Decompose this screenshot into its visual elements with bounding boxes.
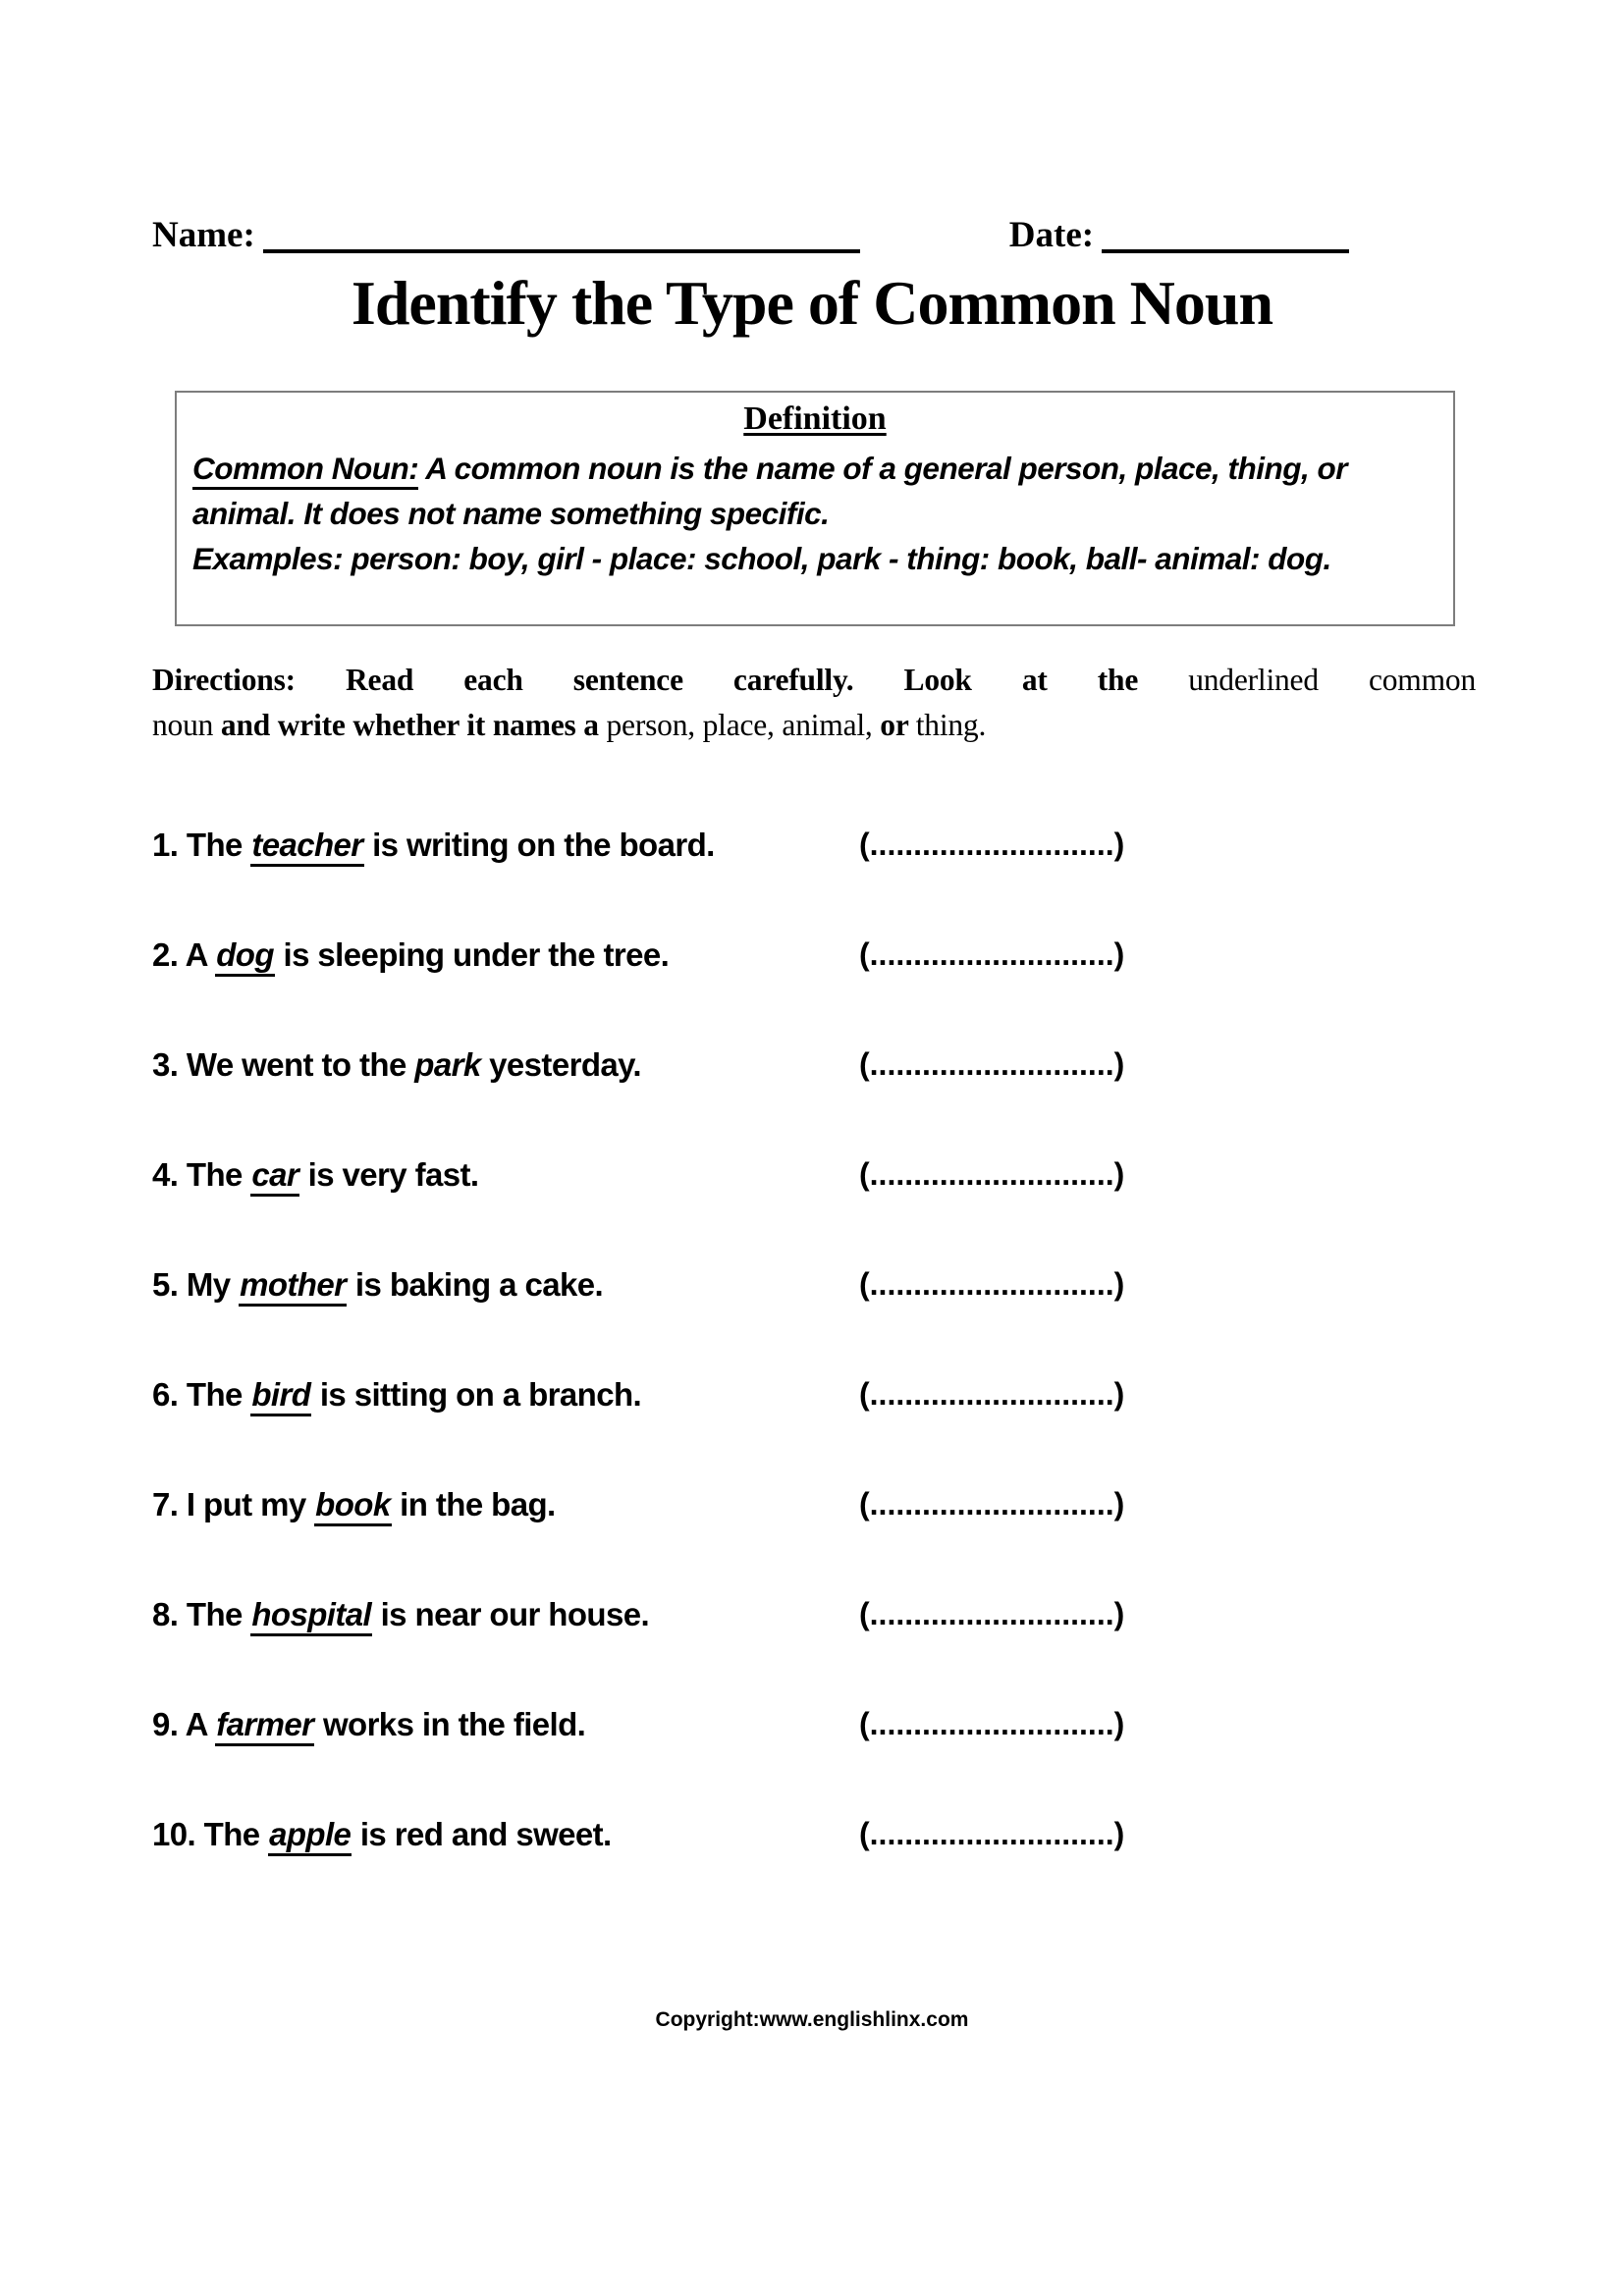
header-row xyxy=(152,216,1419,253)
underlined-noun: farmer xyxy=(215,1708,314,1746)
item-number: 9. xyxy=(152,1706,186,1742)
item-number: 2. xyxy=(152,936,186,973)
answer-blank[interactable]: (............................) xyxy=(859,1816,1125,1851)
name-field-line[interactable] xyxy=(263,216,860,253)
item-text-pre: The xyxy=(203,1816,269,1852)
item-text-pre: The xyxy=(186,827,251,863)
worksheet-item xyxy=(152,1156,1476,1200)
answer-blank[interactable]: (............................) xyxy=(859,1596,1125,1631)
worksheet-item xyxy=(152,1266,1476,1309)
definition-body xyxy=(192,446,1437,536)
answer-blank[interactable]: (............................) xyxy=(859,1486,1125,1522)
worksheet-item xyxy=(152,827,1476,870)
item-number: 3. xyxy=(152,1046,187,1083)
answer-blank[interactable]: (............................) xyxy=(859,936,1125,972)
item-text-pre: I put my xyxy=(186,1486,315,1522)
underlined-noun: book xyxy=(314,1488,391,1526)
definition-box xyxy=(175,391,1455,626)
worksheet-item xyxy=(152,936,1476,980)
worksheet-item xyxy=(152,1046,1476,1090)
underlined-noun: apple xyxy=(268,1818,352,1856)
item-number: 10. xyxy=(152,1816,204,1852)
item-text-post: yesterday. xyxy=(480,1046,642,1083)
item-text-post: is writing on the board. xyxy=(363,827,715,863)
directions-line xyxy=(152,658,1476,703)
item-text-pre: The xyxy=(186,1596,251,1632)
definition-heading: Definition xyxy=(743,400,887,437)
item-sentence xyxy=(152,936,669,973)
directions-line xyxy=(152,703,1476,748)
directions-text-segment: underlined common xyxy=(1188,663,1476,697)
item-text-post: is sleeping under the tree. xyxy=(274,936,670,973)
directions-text-segment: Directions: Read each sentence carefully. Look at the xyxy=(152,663,1189,697)
item-text-pre: A xyxy=(185,936,216,973)
item-number: 6. xyxy=(152,1376,187,1413)
item-sentence xyxy=(152,1156,478,1193)
directions xyxy=(152,658,1476,748)
answer-blank[interactable]: (............................) xyxy=(859,1046,1125,1082)
answer-blank[interactable]: (............................) xyxy=(859,827,1125,862)
answer-blank[interactable]: (............................) xyxy=(859,1706,1125,1741)
worksheet-item xyxy=(152,1706,1476,1749)
item-sentence xyxy=(152,1266,603,1303)
date-label: Date: xyxy=(1008,215,1095,255)
item-sentence xyxy=(152,1706,585,1742)
item-text-pre: The xyxy=(186,1376,251,1413)
answer-blank[interactable]: (............................) xyxy=(859,1376,1125,1412)
name-label: Name: xyxy=(152,215,255,255)
worksheet-item xyxy=(152,1596,1476,1639)
definition-term: Common Noun: xyxy=(192,451,418,490)
item-text-pre: The xyxy=(186,1156,251,1193)
directions-text-segment: noun xyxy=(152,708,221,742)
date-field-line[interactable] xyxy=(1102,216,1349,253)
item-number: 1. xyxy=(152,827,187,863)
underlined-noun: mother xyxy=(239,1268,347,1307)
worksheet-item xyxy=(152,1816,1476,1859)
item-text-post: in the bag. xyxy=(391,1486,556,1522)
italic-noun: park xyxy=(414,1046,481,1083)
directions-text-segment: and write whether it names a xyxy=(220,708,607,742)
item-text-post: is very fast. xyxy=(299,1156,479,1193)
item-sentence xyxy=(152,1816,612,1852)
sentence-list xyxy=(152,827,1476,1926)
worksheet-item xyxy=(152,1486,1476,1529)
directions-text-segment: or xyxy=(880,708,916,742)
item-text-post: is red and sweet. xyxy=(352,1816,612,1852)
item-number: 8. xyxy=(152,1596,187,1632)
answer-blank[interactable]: (............................) xyxy=(859,1156,1125,1192)
underlined-noun: bird xyxy=(250,1378,311,1416)
copyright-text: Copyright:www.englishlinx.com xyxy=(655,2008,969,2031)
item-text-post: is baking a cake. xyxy=(347,1266,604,1303)
item-text-post: is sitting on a branch. xyxy=(311,1376,642,1413)
answer-blank[interactable]: (............................) xyxy=(859,1266,1125,1302)
directions-text-segment: person, place, animal, xyxy=(606,708,881,742)
directions-text-segment: thing. xyxy=(915,708,987,742)
item-text-post: works in the field. xyxy=(314,1706,586,1742)
item-text-pre: A xyxy=(185,1706,216,1742)
item-text-post: is near our house. xyxy=(372,1596,650,1632)
worksheet-item xyxy=(152,1376,1476,1419)
underlined-noun: teacher xyxy=(250,828,363,867)
item-text-pre: My xyxy=(186,1266,240,1303)
item-sentence xyxy=(152,827,715,863)
page-title: Identify the Type of Common Noun xyxy=(351,268,1273,338)
item-number: 7. xyxy=(152,1486,187,1522)
item-sentence xyxy=(152,1376,641,1413)
item-sentence xyxy=(152,1486,556,1522)
item-sentence xyxy=(152,1046,641,1083)
underlined-noun: dog xyxy=(215,938,275,977)
definition-text: A common noun is the name of a general person, place, thing, or animal. It does not name something specific. xyxy=(192,451,1348,531)
underlined-noun: car xyxy=(250,1158,299,1197)
item-sentence xyxy=(152,1596,649,1632)
definition-examples: Examples: person: boy, girl - place: school, park - thing: book, ball- animal: dog. xyxy=(192,541,1331,576)
underlined-noun: hospital xyxy=(250,1598,372,1636)
item-text-pre: We went to the xyxy=(186,1046,415,1083)
item-number: 5. xyxy=(152,1266,187,1303)
item-number: 4. xyxy=(152,1156,187,1193)
